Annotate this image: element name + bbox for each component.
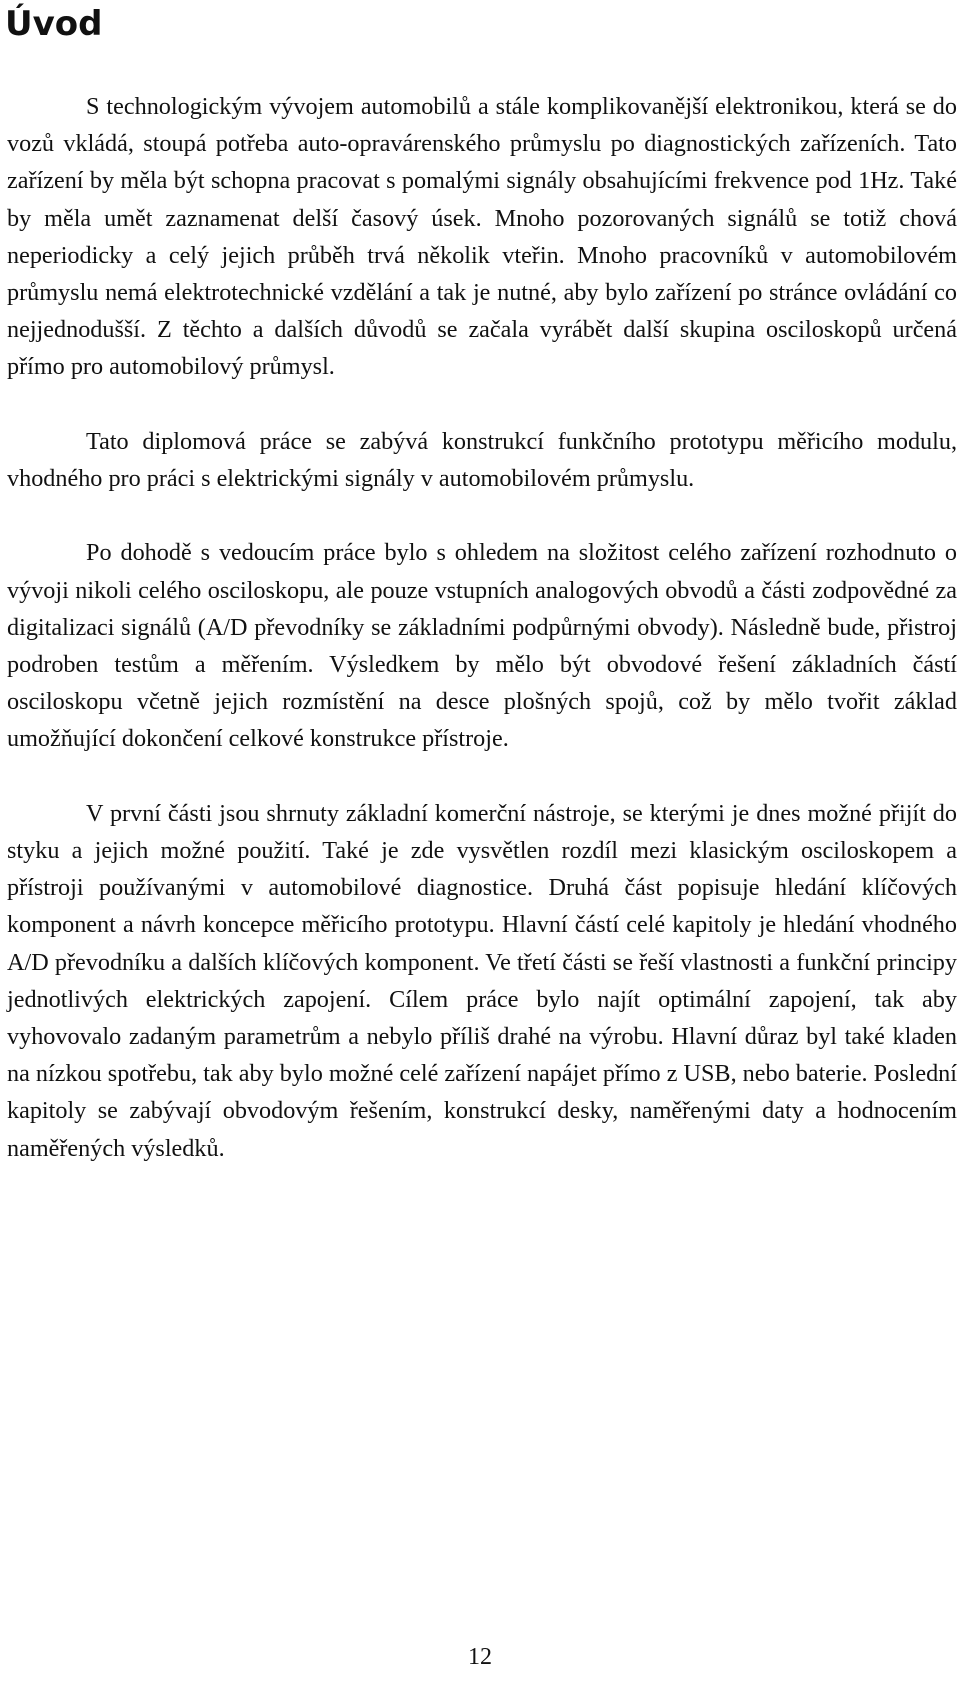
body-text (7, 88, 957, 1167)
paragraph-structure: V první části jsou shrnuty základní komerční nástroje, se kterými je dnes možné přijít do styku a jejich možné použití. Také je zde vysvětlen rozdíl mezi klasickým osciloskopem a přístroji používanými v automobilové diagnostice. Druhá část popisuje hledání klíčových komponent a návrh koncepce měřicího prototypu. Hlavní částí celé kapitoly je hledání vhodného A/D převodníku a dalších klíčových komponent. Ve třetí části se řeší vlastnosti a funkční principy jednotlivých elektrických zapojení. Cílem práce bylo najít optimální zapojení, tak aby vyhovovalo zadaným parametrům a nebylo příliš drahé na výrobu. Hlavní důraz byl také kladen na nízkou spotřebu, tak aby bylo možné celé zařízení napájet přímo z USB, nebo baterie. Poslední kapitoly se zabývají obvodovým řešením, konstrukcí desky, naměřenými daty a hodnocením naměřených výsledků. (7, 799, 957, 1162)
paragraph-intro: S technologickým vývojem automobilů a stále komplikovanější elektronikou, která se do vozů vkládá, stoupá potřeba auto-opravárenského průmyslu po diagnostických zařízeních. Tato zařízení by měla být schopna pracovat s pomalými signály obsahujícími frekvence pod 1Hz. Také by měla umět zaznamenat delší časový úsek. Mnoho pozorovaných signálů se totiž chová neperiodicky a celý jejich průběh trvá několik vteřin. Mnoho pracovníků v automobilovém průmyslu nemá elektrotechnické vzdělání a tak je nutné, aby bylo zařízení po stránce ovládání co nejjednodušší. Z těchto a dalších důvodů se začala vyrábět další skupina osciloskopů určená přímo pro automobilový průmysl. (7, 93, 957, 381)
page-number: 12 (468, 1644, 492, 1670)
page-title: Úvod (5, 4, 103, 44)
paragraph-scope: Po dohodě s vedoucím práce bylo s ohledem na složitost celého zařízení rozhodnuto o vývoji nikoli celého osciloskopu, ale pouze vstupních analogových obvodů a části zodpovědné za digitalizaci signálů (A/D převodníky se základními podpůrnými obvody). Následně bude, přistroj podroben testům a měřením. Výsledkem by mělo být obvodové řešení základních částí osciloskopu včetně jejich rozmístění na desce plošných spojů, což by mělo tvořit základ umožňující dokončení celkové konstrukce přístroje. (7, 539, 957, 753)
paragraph-thesis-aim: Tato diplomová práce se zabývá konstrukcí funkčního prototypu měřicího modulu, vhodného pro práci s elektrickými signály v automobilovém průmyslu. (7, 427, 957, 493)
